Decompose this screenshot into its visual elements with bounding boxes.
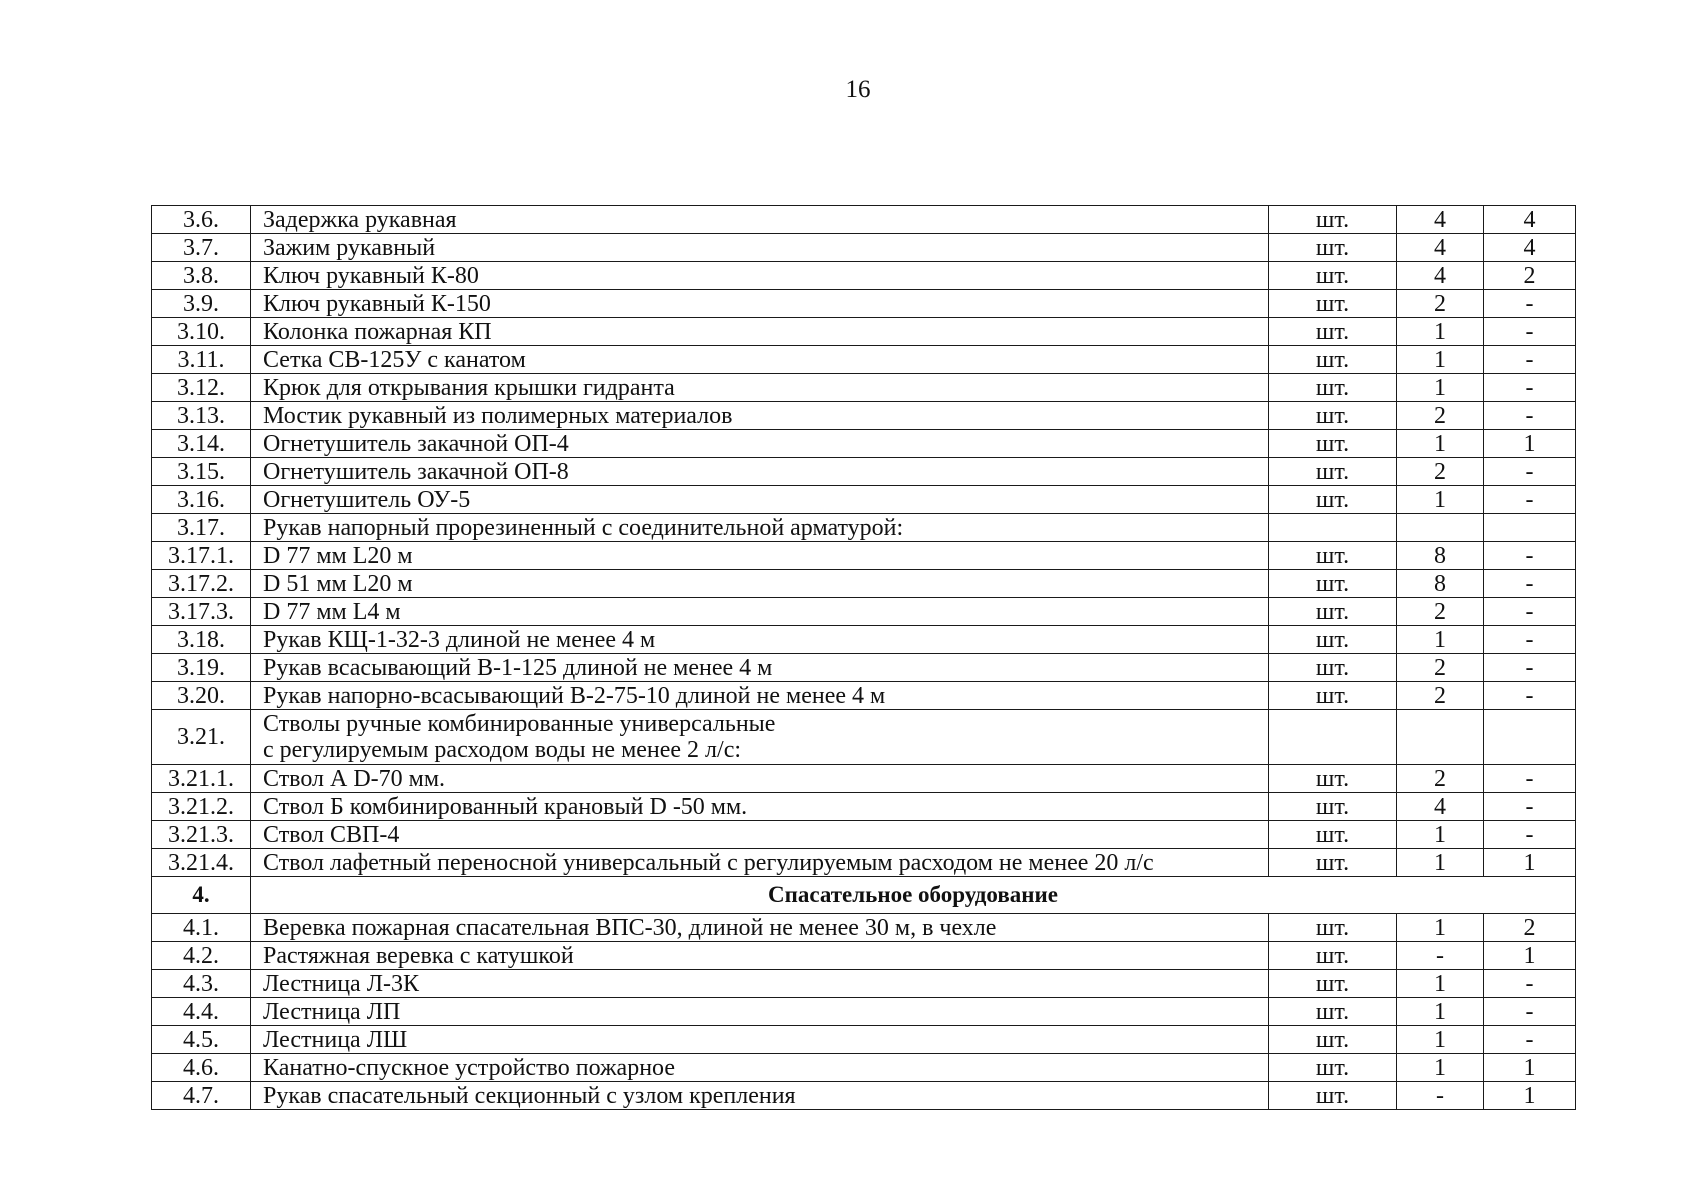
item-name: Рукав всасывающий В-1-125 длиной не менее 4 м — [251, 654, 1269, 682]
item-name: Задержка рукавная — [251, 206, 1269, 234]
item-name: Ствол СВП-4 — [251, 821, 1269, 849]
item-unit: шт. — [1269, 682, 1397, 710]
item-number: 3.17.2. — [152, 570, 251, 598]
item-name — [251, 710, 1269, 765]
item-unit: шт. — [1269, 821, 1397, 849]
item-quantity-1 — [1397, 514, 1484, 542]
table-row — [152, 793, 1576, 821]
item-number: 3.21.1. — [152, 765, 251, 793]
item-quantity-2: - — [1484, 346, 1576, 374]
item-name: D 51 мм L20 м — [251, 570, 1269, 598]
item-name: Ствол Б комбинированный крановый D -50 мм. — [251, 793, 1269, 821]
item-quantity-1: 4 — [1397, 262, 1484, 290]
item-quantity-1: 4 — [1397, 234, 1484, 262]
item-number: 3.14. — [152, 430, 251, 458]
item-unit: шт. — [1269, 542, 1397, 570]
item-quantity-2: - — [1484, 458, 1576, 486]
item-name: Ключ рукавный К-80 — [251, 262, 1269, 290]
item-name: Рукав КЩ-1-32-3 длиной не менее 4 м — [251, 626, 1269, 654]
item-name: Огнетушитель закачной ОП-8 — [251, 458, 1269, 486]
item-unit: шт. — [1269, 765, 1397, 793]
item-quantity-1: 1 — [1397, 626, 1484, 654]
item-unit: шт. — [1269, 570, 1397, 598]
table-row — [152, 914, 1576, 942]
item-quantity-1: 1 — [1397, 1054, 1484, 1082]
item-quantity-1: - — [1397, 942, 1484, 970]
item-quantity-2: 1 — [1484, 1082, 1576, 1110]
item-name: D 77 мм L20 м — [251, 542, 1269, 570]
equipment-table — [151, 205, 1576, 1110]
item-name: D 77 мм L4 м — [251, 598, 1269, 626]
item-name: Огнетушитель закачной ОП-4 — [251, 430, 1269, 458]
item-number: 3.16. — [152, 486, 251, 514]
item-number: 3.21.3. — [152, 821, 251, 849]
item-quantity-1: - — [1397, 1082, 1484, 1110]
item-quantity-1: 1 — [1397, 914, 1484, 942]
item-unit: шт. — [1269, 1082, 1397, 1110]
item-quantity-1: 8 — [1397, 570, 1484, 598]
item-name: Рукав напорно-всасывающий В-2-75-10 длиной не менее 4 м — [251, 682, 1269, 710]
item-quantity-2: - — [1484, 654, 1576, 682]
item-quantity-2: - — [1484, 290, 1576, 318]
item-quantity-1: 2 — [1397, 402, 1484, 430]
item-number: 4.1. — [152, 914, 251, 942]
item-number: 3.12. — [152, 374, 251, 402]
table-row — [152, 821, 1576, 849]
item-name: Ствол лафетный переносной универсальный с регулируемым расходом не менее 20 л/с — [251, 849, 1269, 877]
item-number: 3.17.1. — [152, 542, 251, 570]
table-row — [152, 626, 1576, 654]
item-name: Ключ рукавный К-150 — [251, 290, 1269, 318]
item-number: 3.8. — [152, 262, 251, 290]
item-unit: шт. — [1269, 849, 1397, 877]
item-quantity-2: - — [1484, 570, 1576, 598]
item-unit — [1269, 514, 1397, 542]
item-name: Ствол А D-70 мм. — [251, 765, 1269, 793]
item-quantity-1: 1 — [1397, 318, 1484, 346]
item-name: Зажим рукавный — [251, 234, 1269, 262]
item-number: 3.7. — [152, 234, 251, 262]
item-quantity-2: 4 — [1484, 234, 1576, 262]
item-name: Мостик рукавный из полимерных материалов — [251, 402, 1269, 430]
item-quantity-1: 2 — [1397, 654, 1484, 682]
item-unit: шт. — [1269, 318, 1397, 346]
item-quantity-1: 1 — [1397, 849, 1484, 877]
item-quantity-1: 1 — [1397, 821, 1484, 849]
item-unit: шт. — [1269, 346, 1397, 374]
item-name: Лестница ЛП — [251, 998, 1269, 1026]
item-number: 3.20. — [152, 682, 251, 710]
item-quantity-1: 1 — [1397, 1026, 1484, 1054]
item-quantity-1: 4 — [1397, 206, 1484, 234]
item-number: 3.19. — [152, 654, 251, 682]
table-row — [152, 998, 1576, 1026]
table-row — [152, 1026, 1576, 1054]
item-quantity-2: - — [1484, 765, 1576, 793]
item-unit: шт. — [1269, 970, 1397, 998]
item-number: 3.17. — [152, 514, 251, 542]
item-quantity-1: 1 — [1397, 998, 1484, 1026]
item-unit: шт. — [1269, 430, 1397, 458]
item-quantity-1: 1 — [1397, 430, 1484, 458]
item-name: Колонка пожарная КП — [251, 318, 1269, 346]
item-number: 3.15. — [152, 458, 251, 486]
table-row — [152, 542, 1576, 570]
item-quantity-2: - — [1484, 598, 1576, 626]
item-name: Лестница Л-3К — [251, 970, 1269, 998]
item-quantity-2 — [1484, 710, 1576, 765]
item-number: 3.13. — [152, 402, 251, 430]
item-quantity-2: - — [1484, 793, 1576, 821]
item-quantity-2: - — [1484, 486, 1576, 514]
table-row — [152, 849, 1576, 877]
table-row — [152, 346, 1576, 374]
item-number: 4.6. — [152, 1054, 251, 1082]
item-number: 3.6. — [152, 206, 251, 234]
table-row — [152, 318, 1576, 346]
item-quantity-2: - — [1484, 682, 1576, 710]
item-quantity-2: 2 — [1484, 914, 1576, 942]
item-name: Огнетушитель ОУ-5 — [251, 486, 1269, 514]
table-row — [152, 598, 1576, 626]
item-number: 4.3. — [152, 970, 251, 998]
item-quantity-1: 1 — [1397, 486, 1484, 514]
item-name: Рукав спасательный секционный с узлом крепления — [251, 1082, 1269, 1110]
table-row — [152, 430, 1576, 458]
item-quantity-1: 8 — [1397, 542, 1484, 570]
item-quantity-2 — [1484, 514, 1576, 542]
item-quantity-2: - — [1484, 998, 1576, 1026]
item-unit: шт. — [1269, 793, 1397, 821]
item-number: 3.21.2. — [152, 793, 251, 821]
item-quantity-1: 1 — [1397, 374, 1484, 402]
item-number: 3.9. — [152, 290, 251, 318]
item-quantity-1: 2 — [1397, 765, 1484, 793]
item-unit: шт. — [1269, 234, 1397, 262]
item-unit: шт. — [1269, 402, 1397, 430]
table-row — [152, 206, 1576, 234]
page-number: 16 — [845, 76, 871, 103]
item-unit: шт. — [1269, 914, 1397, 942]
item-number: 4.2. — [152, 942, 251, 970]
item-unit: шт. — [1269, 598, 1397, 626]
table-row — [152, 710, 1576, 765]
item-number: 4.5. — [152, 1026, 251, 1054]
item-unit: шт. — [1269, 374, 1397, 402]
item-unit: шт. — [1269, 626, 1397, 654]
table-row — [152, 942, 1576, 970]
table-row — [152, 765, 1576, 793]
item-quantity-1: 1 — [1397, 970, 1484, 998]
table-row — [152, 1082, 1576, 1110]
item-quantity-2: 1 — [1484, 849, 1576, 877]
item-name: Веревка пожарная спасательная ВПС-30, длиной не менее 30 м, в чехле — [251, 914, 1269, 942]
item-quantity-1: 2 — [1397, 458, 1484, 486]
item-name: Растяжная веревка с катушкой — [251, 942, 1269, 970]
item-quantity-2: 2 — [1484, 262, 1576, 290]
item-number: 3.21. — [152, 710, 251, 765]
item-number: 4.4. — [152, 998, 251, 1026]
table-row — [152, 570, 1576, 598]
item-unit: шт. — [1269, 1026, 1397, 1054]
item-quantity-2: - — [1484, 821, 1576, 849]
item-name: Лестница ЛШ — [251, 1026, 1269, 1054]
item-name: Канатно-спускное устройство пожарное — [251, 1054, 1269, 1082]
item-quantity-2: 1 — [1484, 1054, 1576, 1082]
item-number: 3.10. — [152, 318, 251, 346]
item-quantity-2: - — [1484, 626, 1576, 654]
item-quantity-1: 2 — [1397, 682, 1484, 710]
table-row — [152, 458, 1576, 486]
table-row — [152, 262, 1576, 290]
item-quantity-2: - — [1484, 970, 1576, 998]
item-name-line: Стволы ручные комбинированные универсальные — [263, 711, 776, 737]
item-unit: шт. — [1269, 1054, 1397, 1082]
table-row — [152, 290, 1576, 318]
item-number: 3.11. — [152, 346, 251, 374]
item-quantity-1: 2 — [1397, 598, 1484, 626]
item-number: 4.7. — [152, 1082, 251, 1110]
item-unit: шт. — [1269, 654, 1397, 682]
table-row — [152, 970, 1576, 998]
item-quantity-2: - — [1484, 402, 1576, 430]
item-quantity-1: 2 — [1397, 290, 1484, 318]
table-row — [152, 374, 1576, 402]
section-number: 4. — [152, 877, 251, 914]
item-unit — [1269, 710, 1397, 765]
item-quantity-1: 1 — [1397, 346, 1484, 374]
table-row — [152, 234, 1576, 262]
item-unit: шт. — [1269, 290, 1397, 318]
item-name: Сетка СВ-125У с канатом — [251, 346, 1269, 374]
item-number: 3.18. — [152, 626, 251, 654]
item-quantity-2: 1 — [1484, 942, 1576, 970]
item-quantity-2: - — [1484, 374, 1576, 402]
item-number: 3.21.4. — [152, 849, 251, 877]
item-quantity-2: - — [1484, 1026, 1576, 1054]
section-header-row — [152, 877, 1576, 914]
item-quantity-2: 4 — [1484, 206, 1576, 234]
item-unit: шт. — [1269, 206, 1397, 234]
item-number: 3.17.3. — [152, 598, 251, 626]
item-unit: шт. — [1269, 458, 1397, 486]
item-quantity-2: - — [1484, 542, 1576, 570]
table-row — [152, 1054, 1576, 1082]
table-row — [152, 654, 1576, 682]
table-row — [152, 402, 1576, 430]
item-unit: шт. — [1269, 262, 1397, 290]
table-row — [152, 486, 1576, 514]
table-row — [152, 682, 1576, 710]
item-quantity-1 — [1397, 710, 1484, 765]
item-name: Крюк для открывания крышки гидранта — [251, 374, 1269, 402]
item-unit: шт. — [1269, 942, 1397, 970]
item-quantity-2: 1 — [1484, 430, 1576, 458]
item-quantity-1: 4 — [1397, 793, 1484, 821]
table-row — [152, 514, 1576, 542]
item-unit: шт. — [1269, 998, 1397, 1026]
item-quantity-2: - — [1484, 318, 1576, 346]
item-unit: шт. — [1269, 486, 1397, 514]
section-title: Спасательное оборудование — [251, 877, 1576, 914]
item-name: Рукав напорный прорезиненный с соединительной арматурой: — [251, 514, 1269, 542]
item-name-line: с регулируемым расходом воды не менее 2 л/с: — [263, 737, 742, 763]
